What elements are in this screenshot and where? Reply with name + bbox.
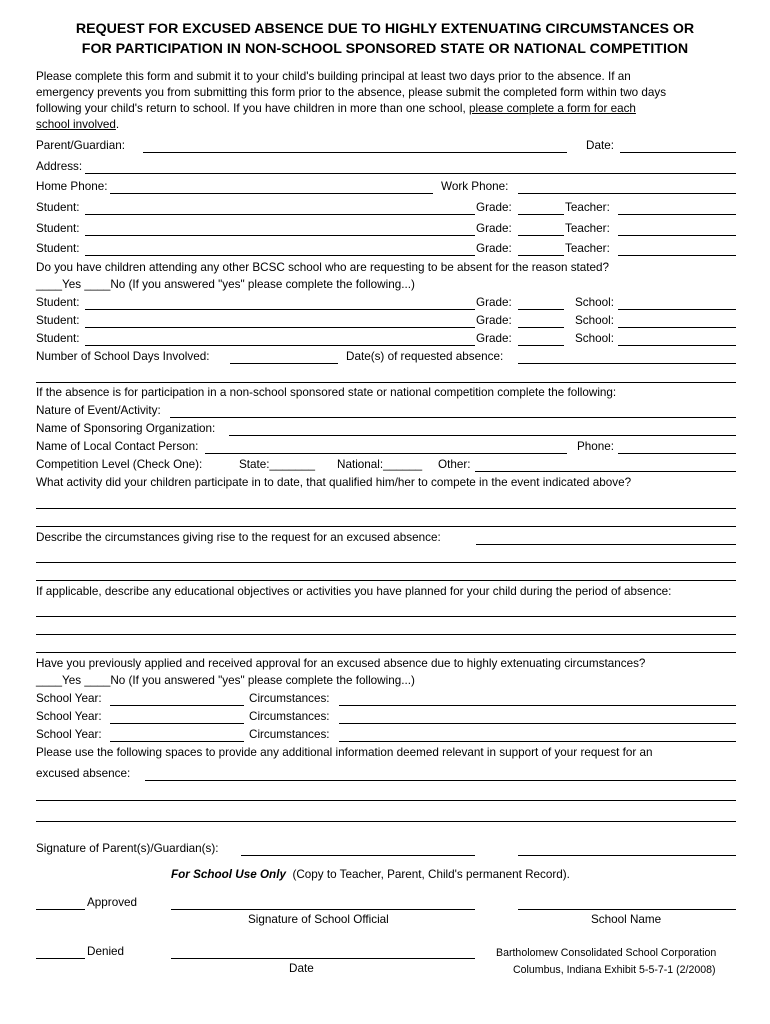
nature-of-event-field[interactable] [170,417,736,418]
home-phone-field[interactable] [110,193,433,194]
intro-line3-underlined: please complete a form for each [468,102,636,115]
other-grade-label-1: Grade: [476,296,512,309]
date-field[interactable] [620,152,736,153]
other-grade-label-3: Grade: [476,332,512,345]
dates-requested-field[interactable] [518,363,736,364]
other-student-label-2: Student: [36,314,80,327]
footer-corporation: Bartholomew Consolidated School Corporation [496,947,717,959]
additional-info-line1: Please use the following spaces to provide any additional information deemed relevant in support of your request for an [36,746,653,759]
additional-info-field-1[interactable] [145,780,736,781]
parent-signature-label: Signature of Parent(s)/Guardian(s): [36,842,219,855]
additional-info-line2: excused absence: [36,767,131,780]
school-label-3: School: [575,332,614,345]
level-other-label: Other: [438,458,471,471]
work-phone-field[interactable] [518,193,736,194]
other-children-yes-no[interactable]: ____Yes ____No (If you answered "yes" please complete the following...) [36,278,415,291]
intro-line4 [36,118,119,132]
competition-intro: If the absence is for participation in a non-school sponsored state or national competition complete the following: [36,386,617,399]
student-label-3: Student: [36,242,80,255]
parent-signature-field[interactable] [241,855,475,856]
additional-info-field-2[interactable] [36,800,736,801]
form-title-line2: FOR PARTICIPATION IN NON-SCHOOL SPONSORED STATE OR NATIONAL COMPETITION [81,41,689,57]
parent-guardian-field[interactable] [143,152,567,153]
level-other-field[interactable] [475,471,736,472]
denied-label: Denied [87,945,125,958]
intro-line4-end: . [115,118,120,131]
prev-circumstances-field-2[interactable] [339,723,736,724]
intro-line3 [36,102,636,116]
days-involved-field[interactable] [230,363,338,364]
school-year-label-3: School Year: [36,728,102,741]
objectives-line-2[interactable] [36,634,736,635]
days-involved-label: Number of School Days Involved: [36,350,210,363]
grade-field-3[interactable] [518,255,564,256]
work-phone-label: Work Phone: [441,180,509,193]
contact-person-label: Name of Local Contact Person: [36,440,199,453]
prev-circumstances-label-2: Circumstances: [249,710,330,723]
objectives-line-3[interactable] [36,652,736,653]
student-label-1: Student: [36,201,80,214]
official-signature-caption: Signature of School Official [248,913,389,926]
school-use-heading [171,868,570,882]
circumstances-line-1[interactable] [476,544,736,545]
decision-date-line[interactable] [171,958,475,959]
circumstances-line-2[interactable] [36,562,736,563]
intro-line1: Please complete this form and submit it to your child's building principal at least two days prior to the absence. If an [36,70,631,83]
qualified-activity-line-2[interactable] [36,526,736,527]
parent-guardian-label: Parent/Guardian: [36,139,126,152]
circumstances-question: Describe the circumstances giving rise to the request for an excused absence: [36,531,441,544]
qualified-activity-question: What activity did your children participate in to date, that qualified him/her to compete in the event indicated above? [36,476,632,489]
intro-line3-text: following your child's return to school. If you have children in more than one school, [36,102,469,115]
qualified-activity-line-1[interactable] [36,508,736,509]
other-grade-field-2[interactable] [518,327,564,328]
other-student-label-1: Student: [36,296,80,309]
other-children-question: Do you have children attending any other BCSC school who are requesting to be absent for the reason stated? [36,261,610,274]
prev-circumstances-field-3[interactable] [339,741,736,742]
home-phone-label: Home Phone: [36,180,108,193]
school-year-label-1: School Year: [36,692,102,705]
other-grade-field-3[interactable] [518,345,564,346]
other-student-field-2[interactable] [85,327,475,328]
school-name-caption: School Name [591,913,662,926]
prev-circumstances-label-1: Circumstances: [249,692,330,705]
student-field-3[interactable] [85,255,475,256]
nature-of-event-label: Nature of Event/Activity: [36,404,161,417]
prev-circumstances-label-3: Circumstances: [249,728,330,741]
student-field-2[interactable] [85,235,475,236]
school-label-1: School: [575,296,614,309]
previous-approval-yes-no[interactable]: ____Yes ____No (If you answered "yes" please complete the following...) [36,674,415,687]
parent-signature-date-field[interactable] [518,855,736,856]
school-label-2: School: [575,314,614,327]
intro-line2: emergency prevents you from submitting this form prior to the absence, please submit the completed form within two days [36,86,667,99]
school-year-field-2[interactable] [110,723,244,724]
teacher-label-2: Teacher: [565,222,610,235]
level-national-option[interactable]: National:______ [337,458,423,471]
approved-check-line[interactable] [36,909,85,910]
sponsoring-org-field[interactable] [229,435,736,436]
grade-field-1[interactable] [518,214,564,215]
dates-requested-label: Date(s) of requested absence: [346,350,504,363]
school-name-line[interactable] [518,909,736,910]
school-year-field-3[interactable] [110,741,244,742]
other-student-field-3[interactable] [85,345,475,346]
grade-field-2[interactable] [518,235,564,236]
student-field-1[interactable] [85,214,475,215]
school-year-field-1[interactable] [110,705,244,706]
approved-label: Approved [87,896,138,909]
form-title-line1: REQUEST FOR EXCUSED ABSENCE DUE TO HIGHLY EXTENUATING CIRCUMSTANCES OR [75,21,695,37]
objectives-line-1[interactable] [36,616,736,617]
school-use-title: For School Use Only [171,868,286,881]
other-grade-field-1[interactable] [518,309,564,310]
school-use-note: (Copy to Teacher, Parent, Child's permanent Record). [292,868,570,881]
school-year-label-2: School Year: [36,710,102,723]
school-field-3[interactable] [618,345,736,346]
prev-circumstances-field-1[interactable] [339,705,736,706]
teacher-field-3[interactable] [618,255,736,256]
denied-check-line[interactable] [36,958,85,959]
competition-level-label: Competition Level (Check One): [36,458,203,471]
other-student-field-1[interactable] [85,309,475,310]
contact-phone-field[interactable] [618,453,736,454]
additional-info-field-3[interactable] [36,821,736,822]
date-label: Date: [586,139,614,152]
address-label: Address: [36,160,83,173]
grade-label-2: Grade: [476,222,512,235]
section-divider-1 [36,382,736,383]
decision-date-caption: Date [289,962,314,975]
contact-phone-label: Phone: [577,440,615,453]
address-field[interactable] [85,173,736,174]
intro-line4-underlined: school involved [36,118,116,131]
grade-label-3: Grade: [476,242,512,255]
grade-label-1: Grade: [476,201,512,214]
contact-person-field[interactable] [205,453,567,454]
objectives-question: If applicable, describe any educational objectives or activities you have planned for your child during the period of absence: [36,585,672,598]
teacher-field-2[interactable] [618,235,736,236]
school-field-2[interactable] [618,327,736,328]
other-grade-label-2: Grade: [476,314,512,327]
teacher-field-1[interactable] [618,214,736,215]
previous-approval-question: Have you previously applied and received approval for an excused absence due to highly extenuating circumstances? [36,657,646,670]
circumstances-line-3[interactable] [36,580,736,581]
other-student-label-3: Student: [36,332,80,345]
school-field-1[interactable] [618,309,736,310]
sponsoring-org-label: Name of Sponsoring Organization: [36,422,216,435]
teacher-label-1: Teacher: [565,201,610,214]
school-official-signature-line[interactable] [171,909,475,910]
footer-exhibit: Columbus, Indiana Exhibit 5-5-7-1 (2/2008) [513,964,716,976]
level-state-option[interactable]: State:_______ [239,458,316,471]
teacher-label-3: Teacher: [565,242,610,255]
student-label-2: Student: [36,222,80,235]
